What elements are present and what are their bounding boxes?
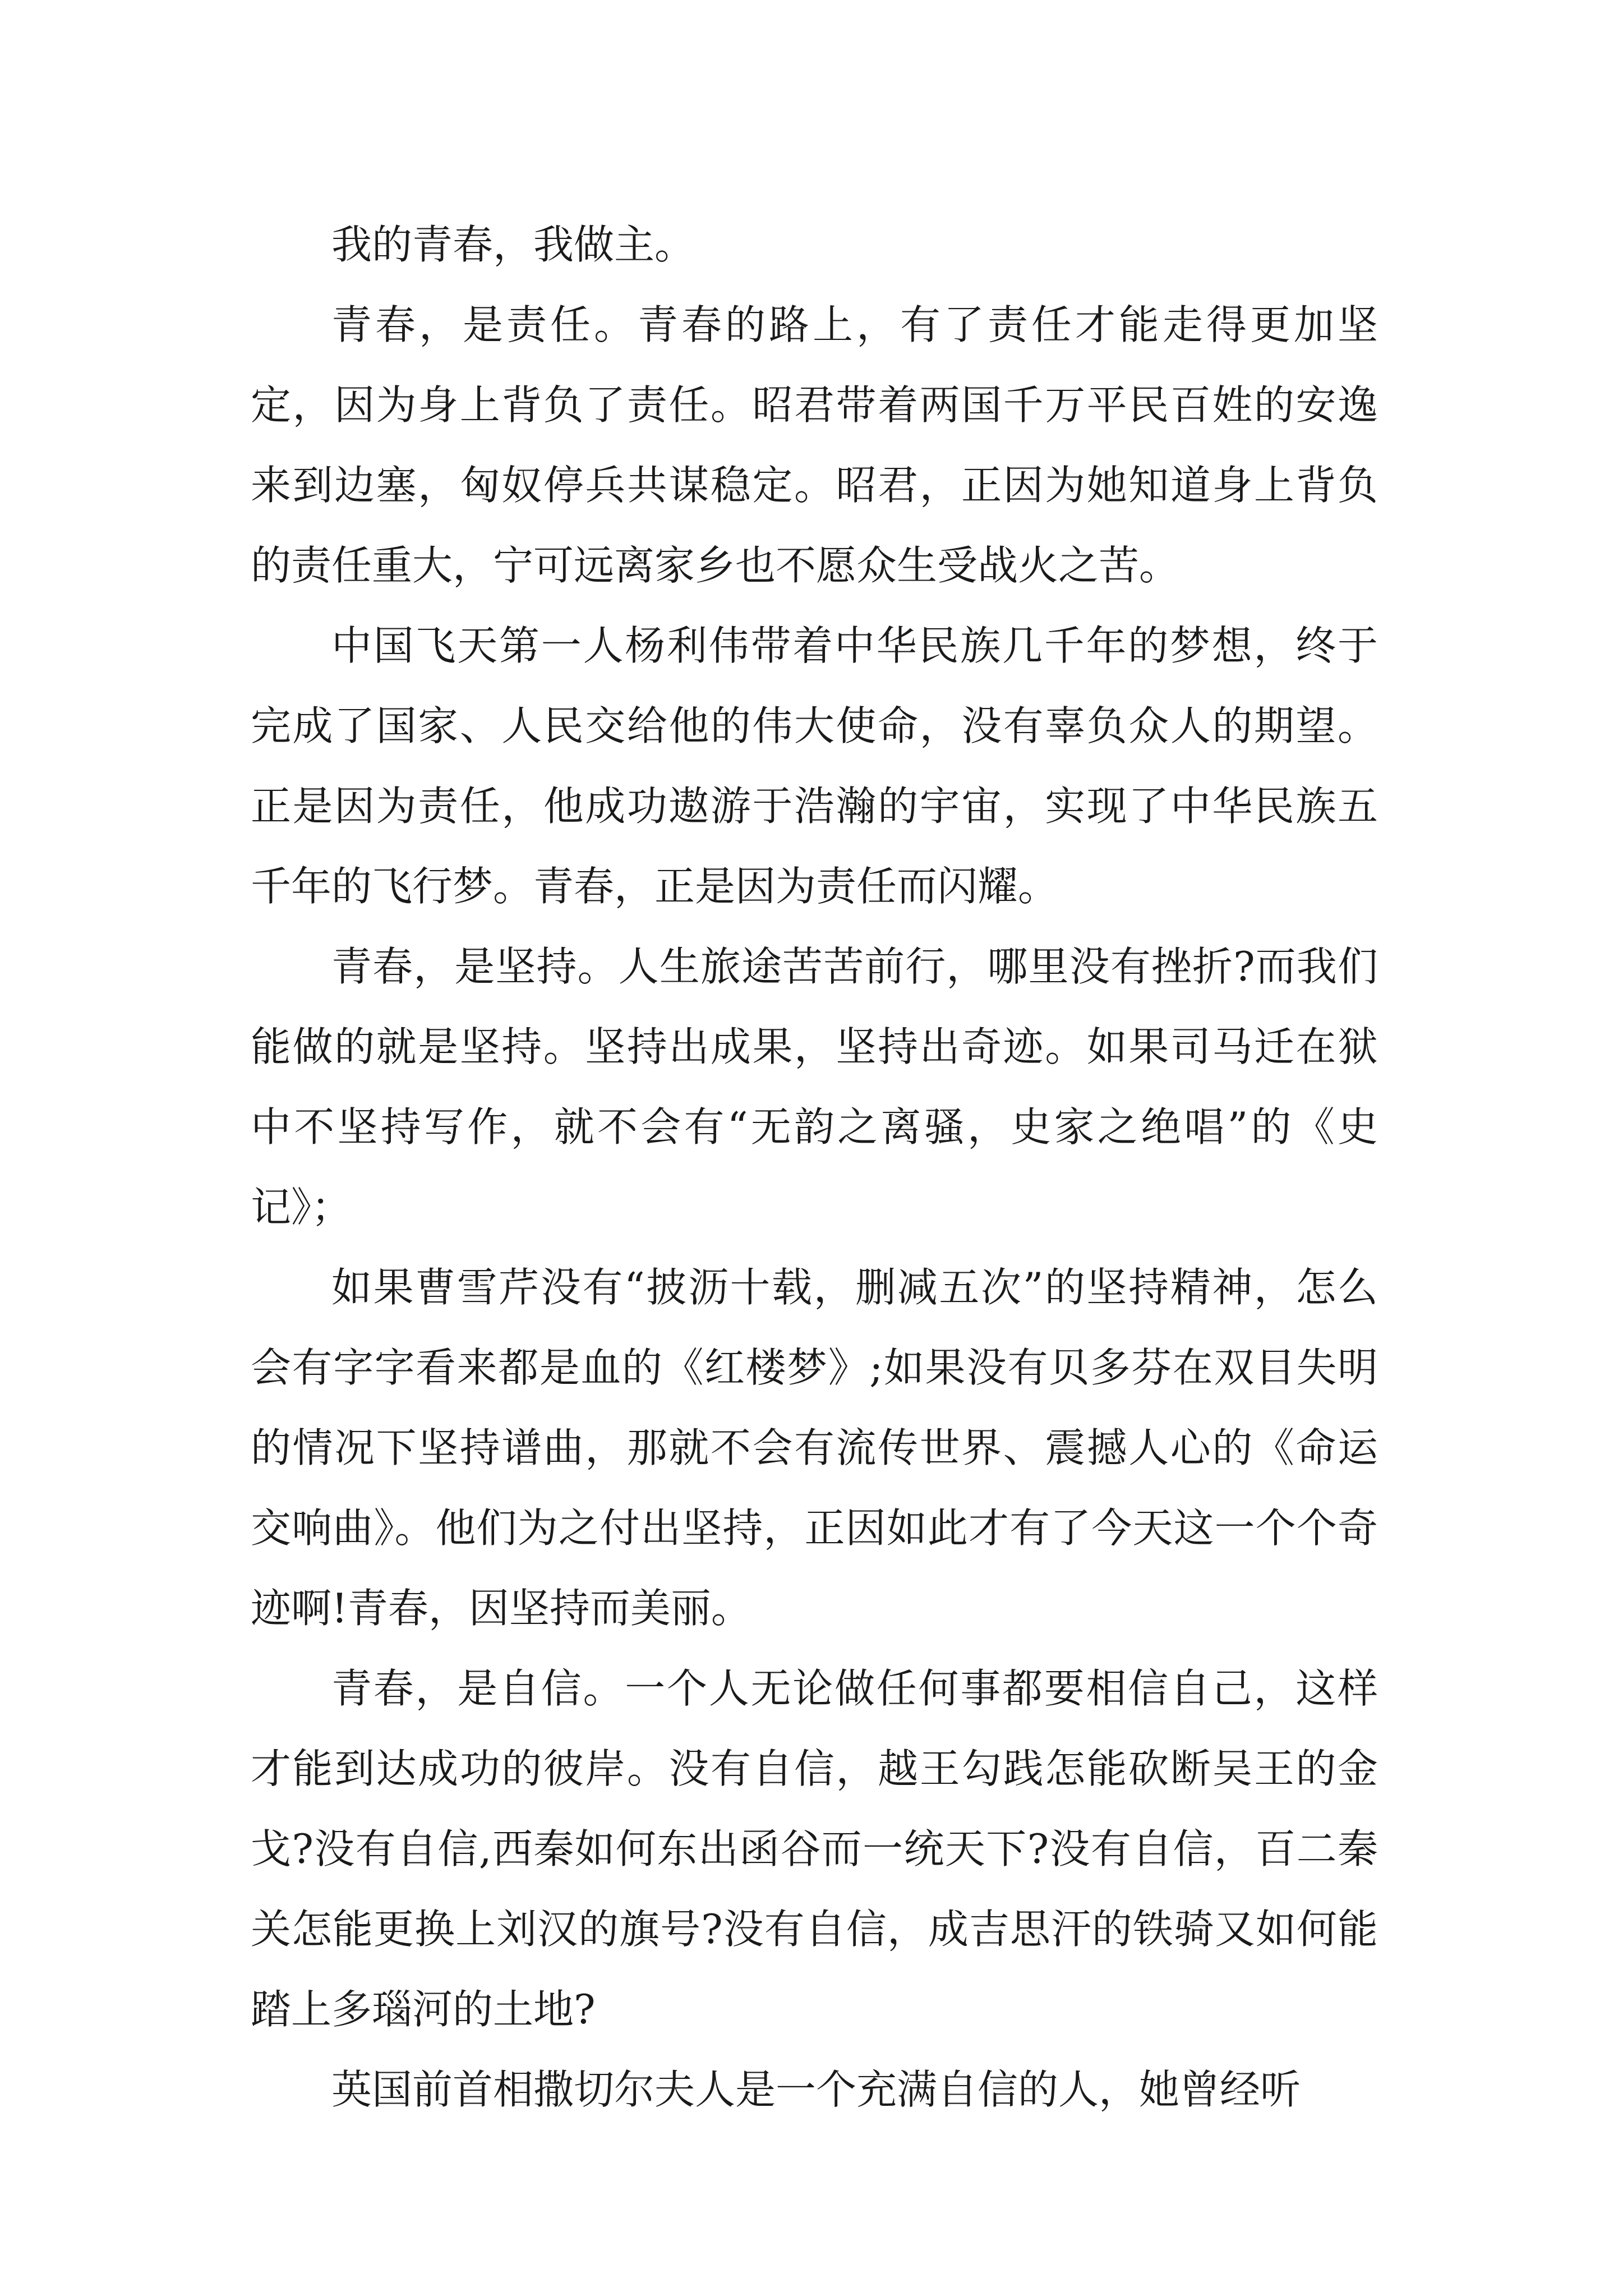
paragraph: 青春，是坚持。人生旅途苦苦前行，哪里没有挫折?而我们能做的就是坚持。坚持出成果，坚持出奇迹。如果司马迁在狱中不坚持写作，就不会有“无韵之离骚，史家之绝唱”的《史记》； <box>251 943 1378 1231</box>
paragraph: 青春，是责任。青春的路上，有了责任才能走得更加坚定，因为身上背负了责任。昭君带着两国千万平民百姓的安逸来到边塞，匈奴停兵共谋稳定。昭君，正因为她知道身上背负的责任重大，宁可远离家乡也不愿众生受战火之苦。 <box>251 301 1378 589</box>
paragraph: 中国飞天第一人杨利伟带着中华民族几千年的梦想，终于完成了国家、人民交给他的伟大使命，没有辜负众人的期望。正是因为责任，他成功遨游于浩瀚的宇宙，实现了中华民族五千年的飞行梦。青春，正是因为责任而闪耀。 <box>251 622 1378 910</box>
paragraph: 如果曹雪芹没有“披沥十载，删减五次”的坚持精神，怎么会有字字看来都是血的《红楼梦》;如果没有贝多芬在双目失明的情况下坚持谱曲，那就不会有流传世界、震撼人心的《命运交响曲》。他们为之付出坚持，正因如此才有了今天这一个个奇迹啊!青春，因坚持而美丽。 <box>251 1264 1378 1632</box>
paragraph: 英国前首相撒切尔夫人是一个充满自信的人，她曾经听 <box>331 2066 1301 2113</box>
paragraph: 我的青春，我做主。 <box>331 221 695 268</box>
paragraph: 青春，是自信。一个人无论做任何事都要相信自己，这样才能到达成功的彼岸。没有自信，越王勾践怎能砍断吴王的金戈?没有自信,西秦如何东出函谷而一统天下?没有自信，百二秦关怎能更换上刘汉的旗号?没有自信，成吉思汗的铁骑又如何能踏上多瑙河的土地? <box>251 1665 1378 2033</box>
document-body <box>251 205 1378 2130</box>
